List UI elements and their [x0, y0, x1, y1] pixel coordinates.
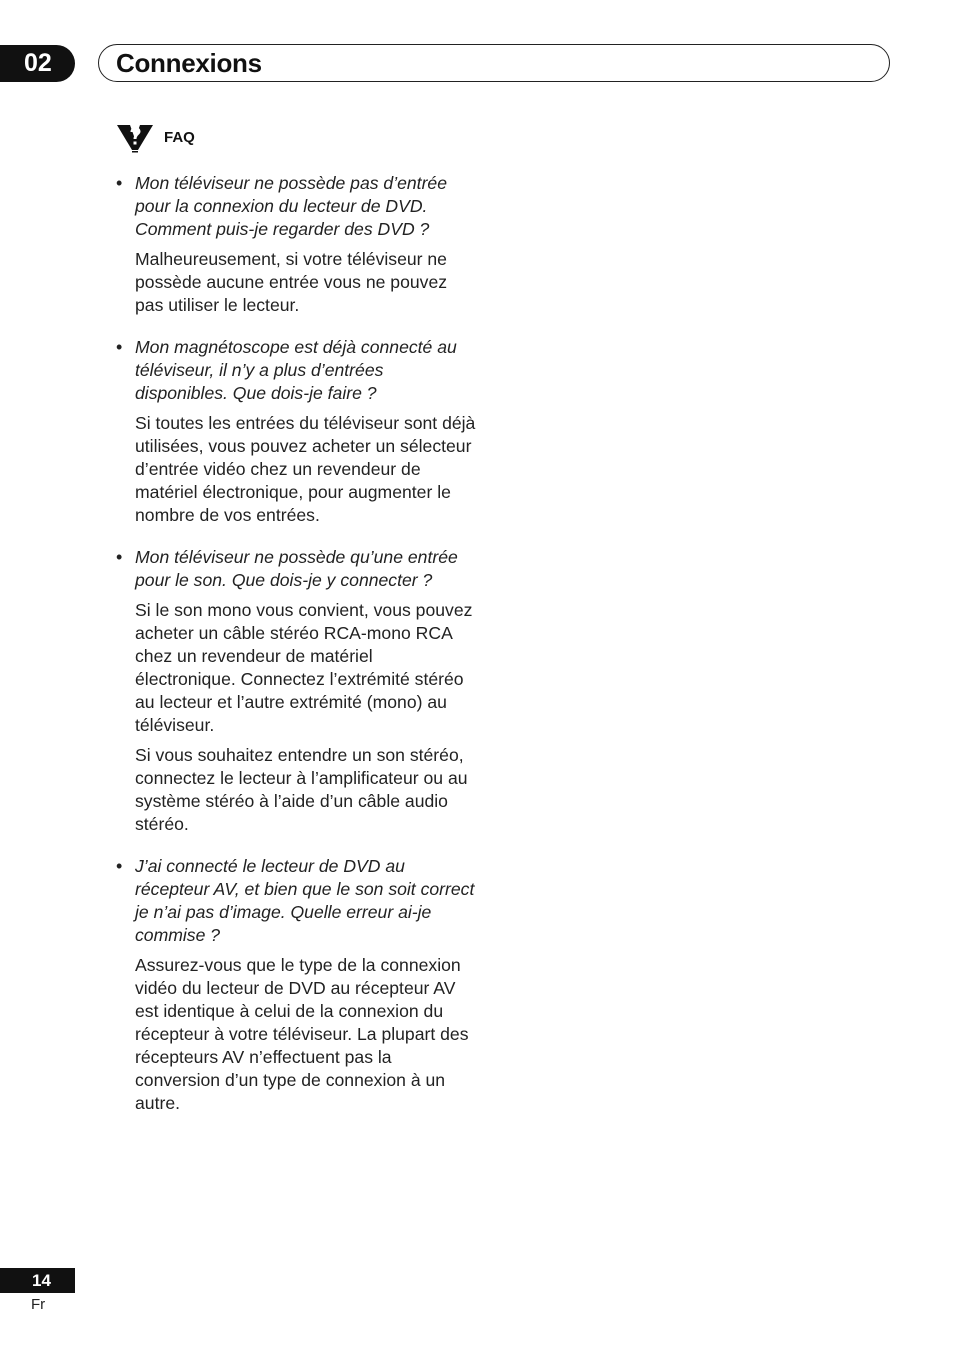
- faq-answer: Si toutes les entrées du téléviseur sont déjà utilisées, vous pouvez acheter un sélecteur d’entrée vidéo chez un revendeur de matériel électronique, pour augmenter le nombre de vos entrées.: [135, 413, 476, 525]
- faq-item: [116, 336, 476, 527]
- faq-question: Mon téléviseur ne possède qu’une entrée pour le son. Que dois-je y connecter ?: [135, 547, 458, 590]
- bullet-icon: •: [116, 337, 123, 357]
- faq-item: [116, 172, 476, 317]
- faq-question: Mon téléviseur ne possède pas d’entrée pour la connexion du lecteur de DVD. Comment puis-je regarder des DVD ?: [135, 173, 447, 239]
- faq-answer: Si vous souhaitez entendre un son stéréo, connectez le lecteur à l’amplificateur ou au système stéréo à l’aide d’un câble audio stéréo.: [135, 745, 468, 834]
- faq-answer: Malheureusement, si votre téléviseur ne possède aucune entrée vous ne pouvez pas utiliser le lecteur.: [135, 249, 448, 315]
- faq-answer: Si le son mono vous convient, vous pouvez acheter un câble stéréo RCA-mono RCA chez un revendeur de matériel électronique. Connectez l’extrémité stéréo au lecteur et l’autre extrémité (mono) au téléviseur.: [135, 600, 473, 735]
- faq-answer: Assurez-vous que le type de la connexion vidéo du lecteur de DVD au récepteur AV est identique à celui de la connexion du récepteur à votre téléviseur. La plupart des récepteurs AV n’effectuent pas la conversion d’un type de connexion à un autre.: [135, 955, 469, 1113]
- page-title: Connexions: [116, 48, 262, 78]
- faq-item: [116, 546, 476, 836]
- bullet-icon: •: [116, 856, 123, 876]
- bullet-icon: •: [116, 173, 123, 193]
- faq-label: FAQ: [164, 129, 195, 146]
- faq-question-icon: [116, 118, 154, 154]
- faq-list: [116, 172, 476, 1134]
- bullet-icon: •: [116, 547, 123, 567]
- faq-question: Mon magnétoscope est déjà connecté au téléviseur, il n’y a plus d’entrées disponibles. Que dois-je faire ?: [135, 337, 457, 403]
- language-label: Fr: [31, 1296, 46, 1313]
- chapter-number-tab: 02: [0, 45, 75, 82]
- faq-item: [116, 855, 476, 1115]
- page-number: 14: [0, 1268, 75, 1293]
- faq-question: J’ai connecté le lecteur de DVD au récepteur AV, et bien que le son soit correct je n’ai pas d’image. Quelle erreur ai-je commise ?: [135, 856, 475, 945]
